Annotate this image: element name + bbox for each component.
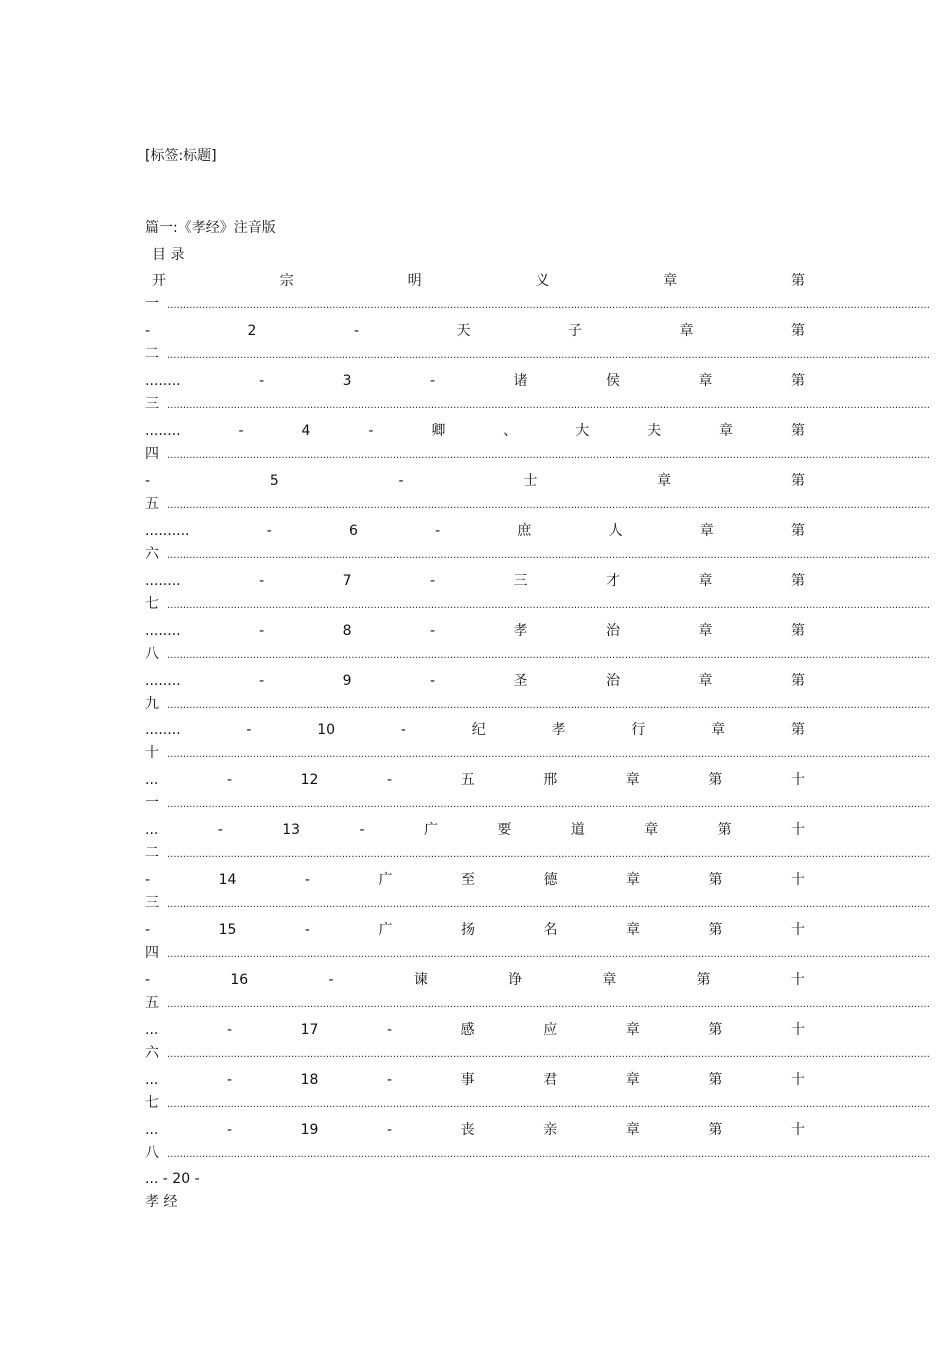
toc-leader-dots: ................................................................................................................................................................................................................................................ <box>167 450 930 461</box>
toc-token: ........ <box>145 423 181 439</box>
toc-token: 夫 <box>647 423 662 439</box>
toc-entry-16-line-2 <box>145 1094 930 1112</box>
toc-token: ........ <box>145 573 181 589</box>
toc-token: 第 <box>790 373 805 389</box>
toc-leader-dots: ................................................................................................................................................................................................................................................ <box>167 849 930 860</box>
toc-leader-dots: ................................................................................................................................................................................................................................................ <box>167 899 930 910</box>
toc-token: 广 <box>378 922 393 938</box>
toc-token: 第 <box>708 1122 723 1138</box>
toc-tail-char: 八 <box>145 1145 159 1161</box>
toc-token: ........ <box>145 722 181 738</box>
toc-token: - <box>246 722 252 738</box>
toc-token: 才 <box>606 573 620 589</box>
toc-token: .......... <box>145 523 190 539</box>
toc-entry-1-line-1 <box>145 322 805 340</box>
toc-entry-2-line-2 <box>145 395 930 413</box>
toc-token: 7 <box>342 573 352 589</box>
toc-token: 19 <box>300 1122 319 1138</box>
toc-entry-11-line-2 <box>145 844 930 862</box>
toc-token: 第 <box>790 722 805 738</box>
toc-token: 13 <box>282 822 301 838</box>
toc-entry-3-line-1 <box>145 422 805 440</box>
toc-tail-char: 一 <box>145 296 159 312</box>
toc-leader-dots: ................................................................................................................................................................................................................................................ <box>167 999 930 1010</box>
toc-token: 第 <box>708 1022 723 1038</box>
toc-entry-13-line-1 <box>145 921 805 939</box>
toc-leader-dots: ................................................................................................................................................................................................................................................ <box>167 650 930 661</box>
toc-token: - <box>430 673 436 689</box>
toc-title: 目 录 <box>152 247 185 263</box>
toc-token: 章 <box>698 373 713 389</box>
toc-entry-15-line-2 <box>145 1044 930 1062</box>
toc-leader-dots: ................................................................................................................................................................................................................................................ <box>167 749 930 760</box>
toc-entry-14-line-1 <box>145 971 805 989</box>
toc-token: 邢 <box>543 772 558 788</box>
toc-token: 孝 <box>551 722 566 738</box>
toc-entry-6-line-2 <box>145 595 930 613</box>
toc-tail-char: 六 <box>145 1045 159 1061</box>
toc-tail-char: 九 <box>145 696 159 712</box>
toc-token: - <box>304 922 310 938</box>
toc-token: 诸 <box>513 373 528 389</box>
toc-entry-12-line-1 <box>145 871 805 889</box>
toc-token: 丧 <box>460 1122 475 1138</box>
toc-token: 5 <box>269 473 279 489</box>
toc-token: 十 <box>790 772 805 788</box>
toc-token: - <box>145 473 151 489</box>
toc-token: 章 <box>663 273 678 289</box>
toc-token: 十 <box>790 822 805 838</box>
toc-token: 第 <box>708 872 723 888</box>
toc-entry-11-line-1 <box>145 821 805 839</box>
toc-token: 治 <box>606 673 620 689</box>
toc-token: - <box>386 1122 393 1138</box>
toc-token: - <box>238 423 244 439</box>
toc-token: 6 <box>348 523 358 539</box>
toc-token: 义 <box>535 273 550 289</box>
toc-token: 第 <box>790 673 805 689</box>
toc-token: - <box>304 872 310 888</box>
toc-entry-16-line-1 <box>145 1071 805 1089</box>
toc-token: 、 <box>503 423 518 439</box>
toc-token: 事 <box>460 1072 475 1088</box>
toc-tail-char: 一 <box>145 795 159 811</box>
toc-token: 十 <box>790 1122 805 1138</box>
toc-token: - <box>386 1072 393 1088</box>
toc-token: 谏 <box>413 972 428 988</box>
toc-token: 章 <box>657 473 672 489</box>
toc-token: 十 <box>790 972 805 988</box>
toc-entry-2-line-1 <box>145 372 805 390</box>
toc-token: 15 <box>218 922 237 938</box>
toc-entry-4-line-1 <box>145 472 805 490</box>
tag-line: [标签:标题] <box>145 148 217 164</box>
toc-token: 明 <box>407 273 422 289</box>
toc-token: 2 <box>247 323 257 339</box>
document-heading: 篇一:《孝经》注音版 <box>145 220 276 236</box>
toc-token: 章 <box>699 523 714 539</box>
toc-token: - <box>259 623 265 639</box>
toc-token: 天 <box>456 323 471 339</box>
toc-token: - <box>226 772 232 788</box>
toc-token: 士 <box>523 473 538 489</box>
toc-token: - <box>353 323 360 339</box>
toc-token: 章 <box>698 623 713 639</box>
toc-token: - <box>430 623 436 639</box>
toc-tail-char: 三 <box>145 895 159 911</box>
toc-token: 庶 <box>517 523 532 539</box>
toc-token: 17 <box>300 1022 319 1038</box>
toc-last-line: ... - 20 - <box>145 1171 200 1187</box>
toc-token: 第 <box>717 822 732 838</box>
toc-token: 第 <box>696 972 711 988</box>
toc-token: 圣 <box>513 673 528 689</box>
toc-token: 三 <box>513 573 528 589</box>
toc-token: 第 <box>790 473 805 489</box>
toc-tail-char: 二 <box>145 845 159 861</box>
toc-tail-char: 十 <box>145 745 159 761</box>
toc-token: 章 <box>679 323 694 339</box>
toc-token: 章 <box>698 573 713 589</box>
toc-tail-char: 三 <box>145 396 159 412</box>
toc-token: 第 <box>790 273 805 289</box>
toc-entry-15-line-1 <box>145 1021 805 1039</box>
toc-token: ... <box>145 1122 159 1138</box>
toc-token: 诤 <box>508 972 523 988</box>
toc-token: 第 <box>790 323 805 339</box>
toc-entry-8-line-2 <box>145 695 930 713</box>
toc-entry-0-line-2 <box>145 295 930 313</box>
toc-token: 宗 <box>279 273 294 289</box>
toc-entry-13-line-2 <box>145 944 930 962</box>
toc-leader-dots: ................................................................................................................................................................................................................................................ <box>167 700 930 711</box>
toc-token: ... <box>145 772 159 788</box>
toc-entry-0-line-1 <box>152 272 805 290</box>
toc-leader-dots: ................................................................................................................................................................................................................................................ <box>167 799 930 810</box>
toc-entry-17-line-2 <box>145 1144 930 1162</box>
toc-token: 第 <box>708 772 723 788</box>
toc-token: - <box>259 573 265 589</box>
toc-token: 章 <box>625 1072 640 1088</box>
toc-entry-7-line-1 <box>145 622 805 640</box>
toc-leader-dots: ................................................................................................................................................................................................................................................ <box>167 1149 930 1160</box>
toc-leader-dots: ................................................................................................................................................................................................................................................ <box>167 600 930 611</box>
toc-token: 名 <box>543 922 558 938</box>
toc-leader-dots: ................................................................................................................................................................................................................................................ <box>167 400 930 411</box>
toc-token: 4 <box>301 423 311 439</box>
toc-token: 亲 <box>543 1122 558 1138</box>
toc-entry-9-line-2 <box>145 744 930 762</box>
toc-token: 应 <box>543 1022 558 1038</box>
toc-token: 扬 <box>460 922 475 938</box>
toc-token: 10 <box>317 722 336 738</box>
toc-leader-dots: ................................................................................................................................................................................................................................................ <box>167 949 930 960</box>
toc-token: - <box>430 573 436 589</box>
toc-token: 12 <box>300 772 319 788</box>
toc-tail-char: 七 <box>145 596 159 612</box>
toc-token: 君 <box>543 1072 558 1088</box>
toc-token: 章 <box>625 922 640 938</box>
toc-entry-12-line-2 <box>145 894 930 912</box>
toc-entry-3-line-2 <box>145 445 930 463</box>
toc-token: 章 <box>644 822 659 838</box>
toc-entry-14-line-2 <box>145 994 930 1012</box>
toc-token: 章 <box>625 1022 640 1038</box>
toc-token: 第 <box>708 922 723 938</box>
toc-token: 感 <box>460 1022 475 1038</box>
toc-token: 至 <box>460 872 475 888</box>
toc-leader-dots: ................................................................................................................................................................................................................................................ <box>167 300 930 311</box>
toc-token: 要 <box>497 822 512 838</box>
toc-token: 十 <box>790 922 805 938</box>
toc-token: 五 <box>460 772 475 788</box>
toc-tail-char: 七 <box>145 1095 159 1111</box>
toc-tail-char: 五 <box>145 496 159 512</box>
toc-token: 章 <box>719 423 734 439</box>
toc-token: ... <box>145 1072 159 1088</box>
toc-token: 十 <box>790 872 805 888</box>
toc-token: 十 <box>790 1072 805 1088</box>
toc-tail-char: 五 <box>145 995 159 1011</box>
toc-token: ... <box>145 822 159 838</box>
toc-token: 16 <box>230 972 249 988</box>
toc-token: 行 <box>631 722 646 738</box>
toc-token: - <box>259 373 265 389</box>
toc-token: 第 <box>790 623 805 639</box>
toc-token: - <box>266 523 272 539</box>
toc-token: 18 <box>300 1072 319 1088</box>
toc-token: 第 <box>708 1072 723 1088</box>
toc-token: 章 <box>625 1122 640 1138</box>
toc-token: - <box>359 822 365 838</box>
toc-token: 人 <box>608 523 623 539</box>
toc-token: 纪 <box>471 722 486 738</box>
toc-token: ........ <box>145 623 181 639</box>
toc-token: 第 <box>790 523 805 539</box>
toc-tail-char: 二 <box>145 346 159 362</box>
toc-entry-8-line-1 <box>145 672 805 690</box>
toc-leader-dots: ................................................................................................................................................................................................................................................ <box>167 500 930 511</box>
toc-token: - <box>430 373 436 389</box>
closing-title: 孝 经 <box>145 1194 178 1210</box>
toc-token: ........ <box>145 373 181 389</box>
toc-token: - <box>328 972 334 988</box>
toc-token: 章 <box>625 772 640 788</box>
toc-entry-17-line-1 <box>145 1121 805 1139</box>
toc-entry-4-line-2 <box>145 495 930 513</box>
toc-token: 十 <box>790 1022 805 1038</box>
toc-token: 卿 <box>431 423 446 439</box>
toc-entry-1-line-2 <box>145 345 930 363</box>
toc-token: ........ <box>145 673 181 689</box>
toc-token: 道 <box>570 822 585 838</box>
toc-token: - <box>368 423 374 439</box>
toc-token: 德 <box>543 872 558 888</box>
toc-token: - <box>145 922 151 938</box>
toc-token: 第 <box>790 573 805 589</box>
toc-tail-char: 八 <box>145 646 159 662</box>
toc-token: 章 <box>711 722 726 738</box>
toc-token: - <box>217 822 223 838</box>
toc-token: - <box>386 1022 393 1038</box>
toc-token: 侯 <box>606 373 620 389</box>
toc-token: - <box>400 722 406 738</box>
toc-entry-7-line-2 <box>145 645 930 663</box>
toc-token: 大 <box>575 423 590 439</box>
toc-token: - <box>386 772 393 788</box>
toc-entry-10-line-2 <box>145 794 930 812</box>
toc-token: 广 <box>378 872 393 888</box>
toc-leader-dots: ................................................................................................................................................................................................................................................ <box>167 1099 930 1110</box>
toc-token: 9 <box>342 673 352 689</box>
toc-entry-5-line-1 <box>145 522 805 540</box>
toc-token: - <box>226 1072 232 1088</box>
toc-token: - <box>435 523 441 539</box>
toc-token: - <box>398 473 404 489</box>
toc-token: 孝 <box>513 623 528 639</box>
toc-entry-5-line-2 <box>145 545 930 563</box>
toc-token: - <box>226 1022 232 1038</box>
toc-token: 治 <box>606 623 620 639</box>
toc-token: 子 <box>567 323 582 339</box>
toc-token: 章 <box>602 972 617 988</box>
toc-token: - <box>259 673 265 689</box>
toc-tail-char: 六 <box>145 546 159 562</box>
toc-entry-10-line-1 <box>145 771 805 789</box>
toc-token: 3 <box>342 373 352 389</box>
toc-token: - <box>145 972 151 988</box>
toc-entry-9-line-1 <box>145 721 805 739</box>
toc-leader-dots: ................................................................................................................................................................................................................................................ <box>167 1049 930 1060</box>
toc-tail-char: 四 <box>145 945 159 961</box>
toc-entry-6-line-1 <box>145 572 805 590</box>
toc-token: - <box>226 1122 232 1138</box>
toc-tail-char: 四 <box>145 446 159 462</box>
toc-token: 开 <box>152 273 166 289</box>
toc-token: - <box>145 323 151 339</box>
toc-leader-dots: ................................................................................................................................................................................................................................................ <box>167 350 930 361</box>
toc-token: ... <box>145 1022 159 1038</box>
toc-token: 8 <box>342 623 352 639</box>
toc-token: 广 <box>423 822 438 838</box>
toc-token: - <box>145 872 151 888</box>
toc-leader-dots: ................................................................................................................................................................................................................................................ <box>167 550 930 561</box>
toc-token: 章 <box>698 673 713 689</box>
toc-token: 章 <box>625 872 640 888</box>
toc-token: 14 <box>218 872 237 888</box>
toc-token: 第 <box>790 423 805 439</box>
